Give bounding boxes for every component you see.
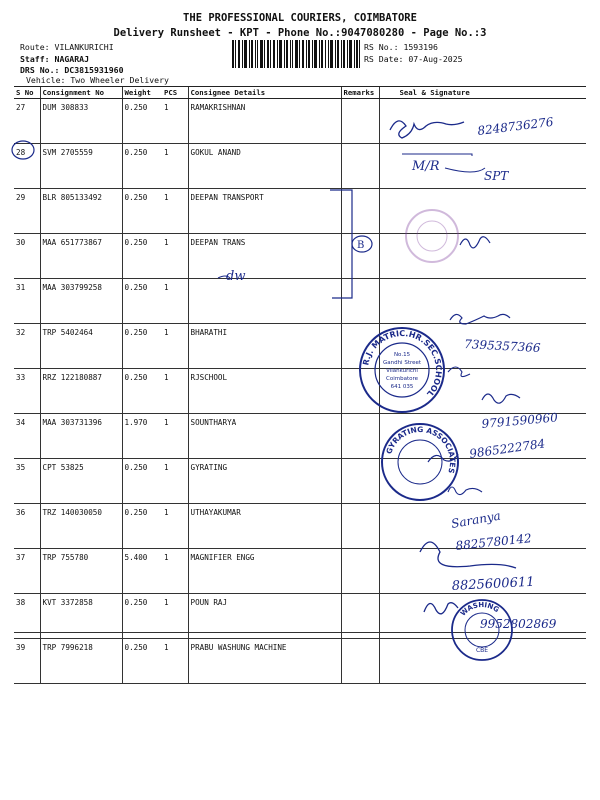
col-pcs: PCS [162, 87, 188, 99]
mr-28: M/R [412, 159, 440, 174]
rs-date-label: RS Date: [364, 54, 404, 64]
row-remarks [341, 279, 379, 324]
drs-label: DRS No.: [20, 65, 60, 75]
col-seal: Seal & Signature [379, 87, 586, 99]
row-consignment: TRP 755780 [40, 549, 122, 594]
row-weight: 0.250 [122, 504, 162, 549]
row-consignee: SOUNTHARYA [188, 414, 341, 459]
row-sno: 32 [14, 324, 40, 369]
route-value: VILANKURICHI [54, 42, 114, 52]
col-remarks: Remarks [341, 87, 379, 99]
row-sno: 39 [14, 639, 40, 684]
row-pcs: 1 [162, 234, 188, 279]
school-addr-2: Gandhi Street [382, 360, 422, 366]
school-ring-text: R.J. MATRIC.HR.SEC.SCHOOL [361, 328, 444, 399]
row-weight: 0.250 [122, 639, 162, 684]
route-line [20, 42, 114, 52]
table-body [14, 99, 586, 684]
table-row [14, 144, 586, 189]
row-seal [379, 639, 586, 684]
row-consignee [188, 279, 341, 324]
phone-33: 7395357366 [463, 337, 541, 355]
phone-38: 8825600611 [451, 574, 535, 594]
school-addr-4: Coimbatore [386, 376, 418, 382]
row-pcs: 1 [162, 549, 188, 594]
row-seal [379, 234, 586, 279]
row-pcs: 1 [162, 594, 188, 639]
col-consignment: Consignment No [40, 87, 122, 99]
drs-value: DC3815931960 [64, 65, 124, 75]
row-consignee: MAGNIFIER ENGG [188, 549, 341, 594]
staff-label: Staff: [20, 54, 50, 64]
row-consignment: CPT 53825 [40, 459, 122, 504]
row-sno: 36 [14, 504, 40, 549]
drs-line [20, 65, 124, 75]
row-seal [379, 99, 586, 144]
row-weight: 0.250 [122, 324, 162, 369]
row-seal [379, 414, 586, 459]
rs-date-line [364, 54, 463, 64]
table-row [14, 324, 586, 369]
runsheet-table [14, 86, 586, 684]
row-pcs: 1 [162, 459, 188, 504]
table-row [14, 189, 586, 234]
barcode [232, 40, 360, 68]
row-pcs: 1 [162, 324, 188, 369]
row-pcs: 1 [162, 369, 188, 414]
phone-27: 8248736276 [476, 114, 555, 138]
row-consignee: DEEPAN TRANSPORT [188, 189, 341, 234]
col-consignee: Consignee Details [188, 87, 341, 99]
row-consignment: KVT 3372858 [40, 594, 122, 639]
gyrating-ring-text: GYRATING ASSOCIATES [384, 424, 458, 475]
row-consignment: RRZ 122180887 [40, 369, 122, 414]
row-seal [379, 549, 586, 594]
row-sno: 35 [14, 459, 40, 504]
row-pcs: 1 [162, 189, 188, 234]
row-sno: 31 [14, 279, 40, 324]
row-consignee: UTHAYAKUMAR [188, 504, 341, 549]
table-row [14, 99, 586, 144]
vehicle-value: Two Wheeler Delivery [70, 75, 169, 85]
phone-35: 9865222784 [468, 436, 547, 461]
table-row [14, 414, 586, 459]
row-seal [379, 459, 586, 504]
row-remarks [341, 639, 379, 684]
table-row [14, 234, 586, 279]
runsheet-subtitle: Delivery Runsheet - KPT - Phone No.:9047080280 - Page No.:3 [113, 27, 487, 39]
table-row [14, 639, 586, 684]
row-remarks [341, 189, 379, 234]
row-consignee: BHARATHI [188, 324, 341, 369]
dw-31: dw [226, 269, 246, 284]
row-pcs: 1 [162, 414, 188, 459]
staff-value: NAGARAJ [54, 54, 90, 64]
row-seal [379, 369, 586, 414]
row-weight: 5.400 [122, 549, 162, 594]
phone-37: 8825780142 [454, 531, 533, 553]
row-weight: 0.250 [122, 594, 162, 639]
row-sno: 38 [14, 594, 40, 639]
school-addr-1: No.15 [393, 352, 411, 358]
row-weight: 0.250 [122, 99, 162, 144]
rs-date-value: 07-Aug-2025 [408, 54, 463, 64]
table-row [14, 279, 586, 324]
company-title: THE PROFESSIONAL COURIERS, COIMBATORE [183, 12, 417, 24]
row-weight: 0.250 [122, 144, 162, 189]
row-pcs: 1 [162, 504, 188, 549]
row-seal [379, 189, 586, 234]
row-remarks [341, 144, 379, 189]
row-remarks [341, 549, 379, 594]
table-header-row [14, 87, 586, 99]
row-weight: 0.250 [122, 369, 162, 414]
table-bottom-rule [14, 632, 586, 633]
spt-28: SPT [484, 169, 509, 183]
row-remarks [341, 99, 379, 144]
row-sno: 29 [14, 189, 40, 234]
row-consignee: GOKUL ANAND [188, 144, 341, 189]
row-consignment: MAA 651773867 [40, 234, 122, 279]
col-weight: Weight [122, 87, 162, 99]
row-weight: 0.250 [122, 279, 162, 324]
row-remarks [341, 324, 379, 369]
row-consignment: TRP 5402464 [40, 324, 122, 369]
table-row [14, 549, 586, 594]
row-remarks [341, 504, 379, 549]
row-consignee: POUN RAJ [188, 594, 341, 639]
row-consignee: GYRATING [188, 459, 341, 504]
vehicle-line [26, 75, 169, 85]
rs-no-label: RS No.: [364, 42, 399, 52]
row-seal [379, 279, 586, 324]
row-weight: 1.970 [122, 414, 162, 459]
row-pcs: 1 [162, 639, 188, 684]
row-remarks [341, 459, 379, 504]
row-remarks [341, 414, 379, 459]
row-consignee: RJSCHOOL [188, 369, 341, 414]
washing-ring-text: WASHING [458, 600, 501, 618]
row-weight: 0.250 [122, 234, 162, 279]
row-seal [379, 504, 586, 549]
row-consignment: MAA 303731396 [40, 414, 122, 459]
row-consignment: BLR 805133492 [40, 189, 122, 234]
table-row [14, 459, 586, 504]
row-seal [379, 144, 586, 189]
row-consignee: DEEPAN TRANS [188, 234, 341, 279]
row-weight: 0.250 [122, 189, 162, 234]
table-row [14, 504, 586, 549]
row-sno: 33 [14, 369, 40, 414]
school-addr-5: 641 035 [390, 384, 414, 390]
row-remarks [341, 234, 379, 279]
row-sno: 34 [14, 414, 40, 459]
school-addr-3: Vilankurichi [386, 368, 418, 374]
rs-no-line [364, 42, 438, 52]
row-weight: 0.250 [122, 459, 162, 504]
row-consignment: MAA 303799258 [40, 279, 122, 324]
row-remarks [341, 369, 379, 414]
row-consignment: TRP 7996218 [40, 639, 122, 684]
col-sno: S No [14, 87, 40, 99]
row-pcs: 1 [162, 279, 188, 324]
row-pcs: 1 [162, 99, 188, 144]
row-consignment: TRZ 140030050 [40, 504, 122, 549]
staff-line [20, 54, 89, 64]
row-consignment: SVM 2705559 [40, 144, 122, 189]
row-sno: 27 [14, 99, 40, 144]
row-seal [379, 324, 586, 369]
phone-39: 9952802869 [480, 617, 557, 631]
row-sno: 28 [14, 144, 40, 189]
row-consignee: RAMAKRISHNAN [188, 99, 341, 144]
row-sno: 30 [14, 234, 40, 279]
phone-34: 9791590960 [481, 410, 559, 431]
row-consignment: DUM 308833 [40, 99, 122, 144]
row-pcs: 1 [162, 144, 188, 189]
vehicle-label: Vehicle: [26, 75, 66, 85]
route-label: Route: [20, 42, 50, 52]
washing-sub-text: CBE [475, 647, 489, 654]
table-row [14, 369, 586, 414]
rs-no-value: 1593196 [403, 42, 438, 52]
row-sno: 37 [14, 549, 40, 594]
name-37: Saranya [450, 508, 502, 531]
remark-b-letter: B [357, 240, 365, 251]
row-consignee: PRABU WASHUNG MACHINE [188, 639, 341, 684]
